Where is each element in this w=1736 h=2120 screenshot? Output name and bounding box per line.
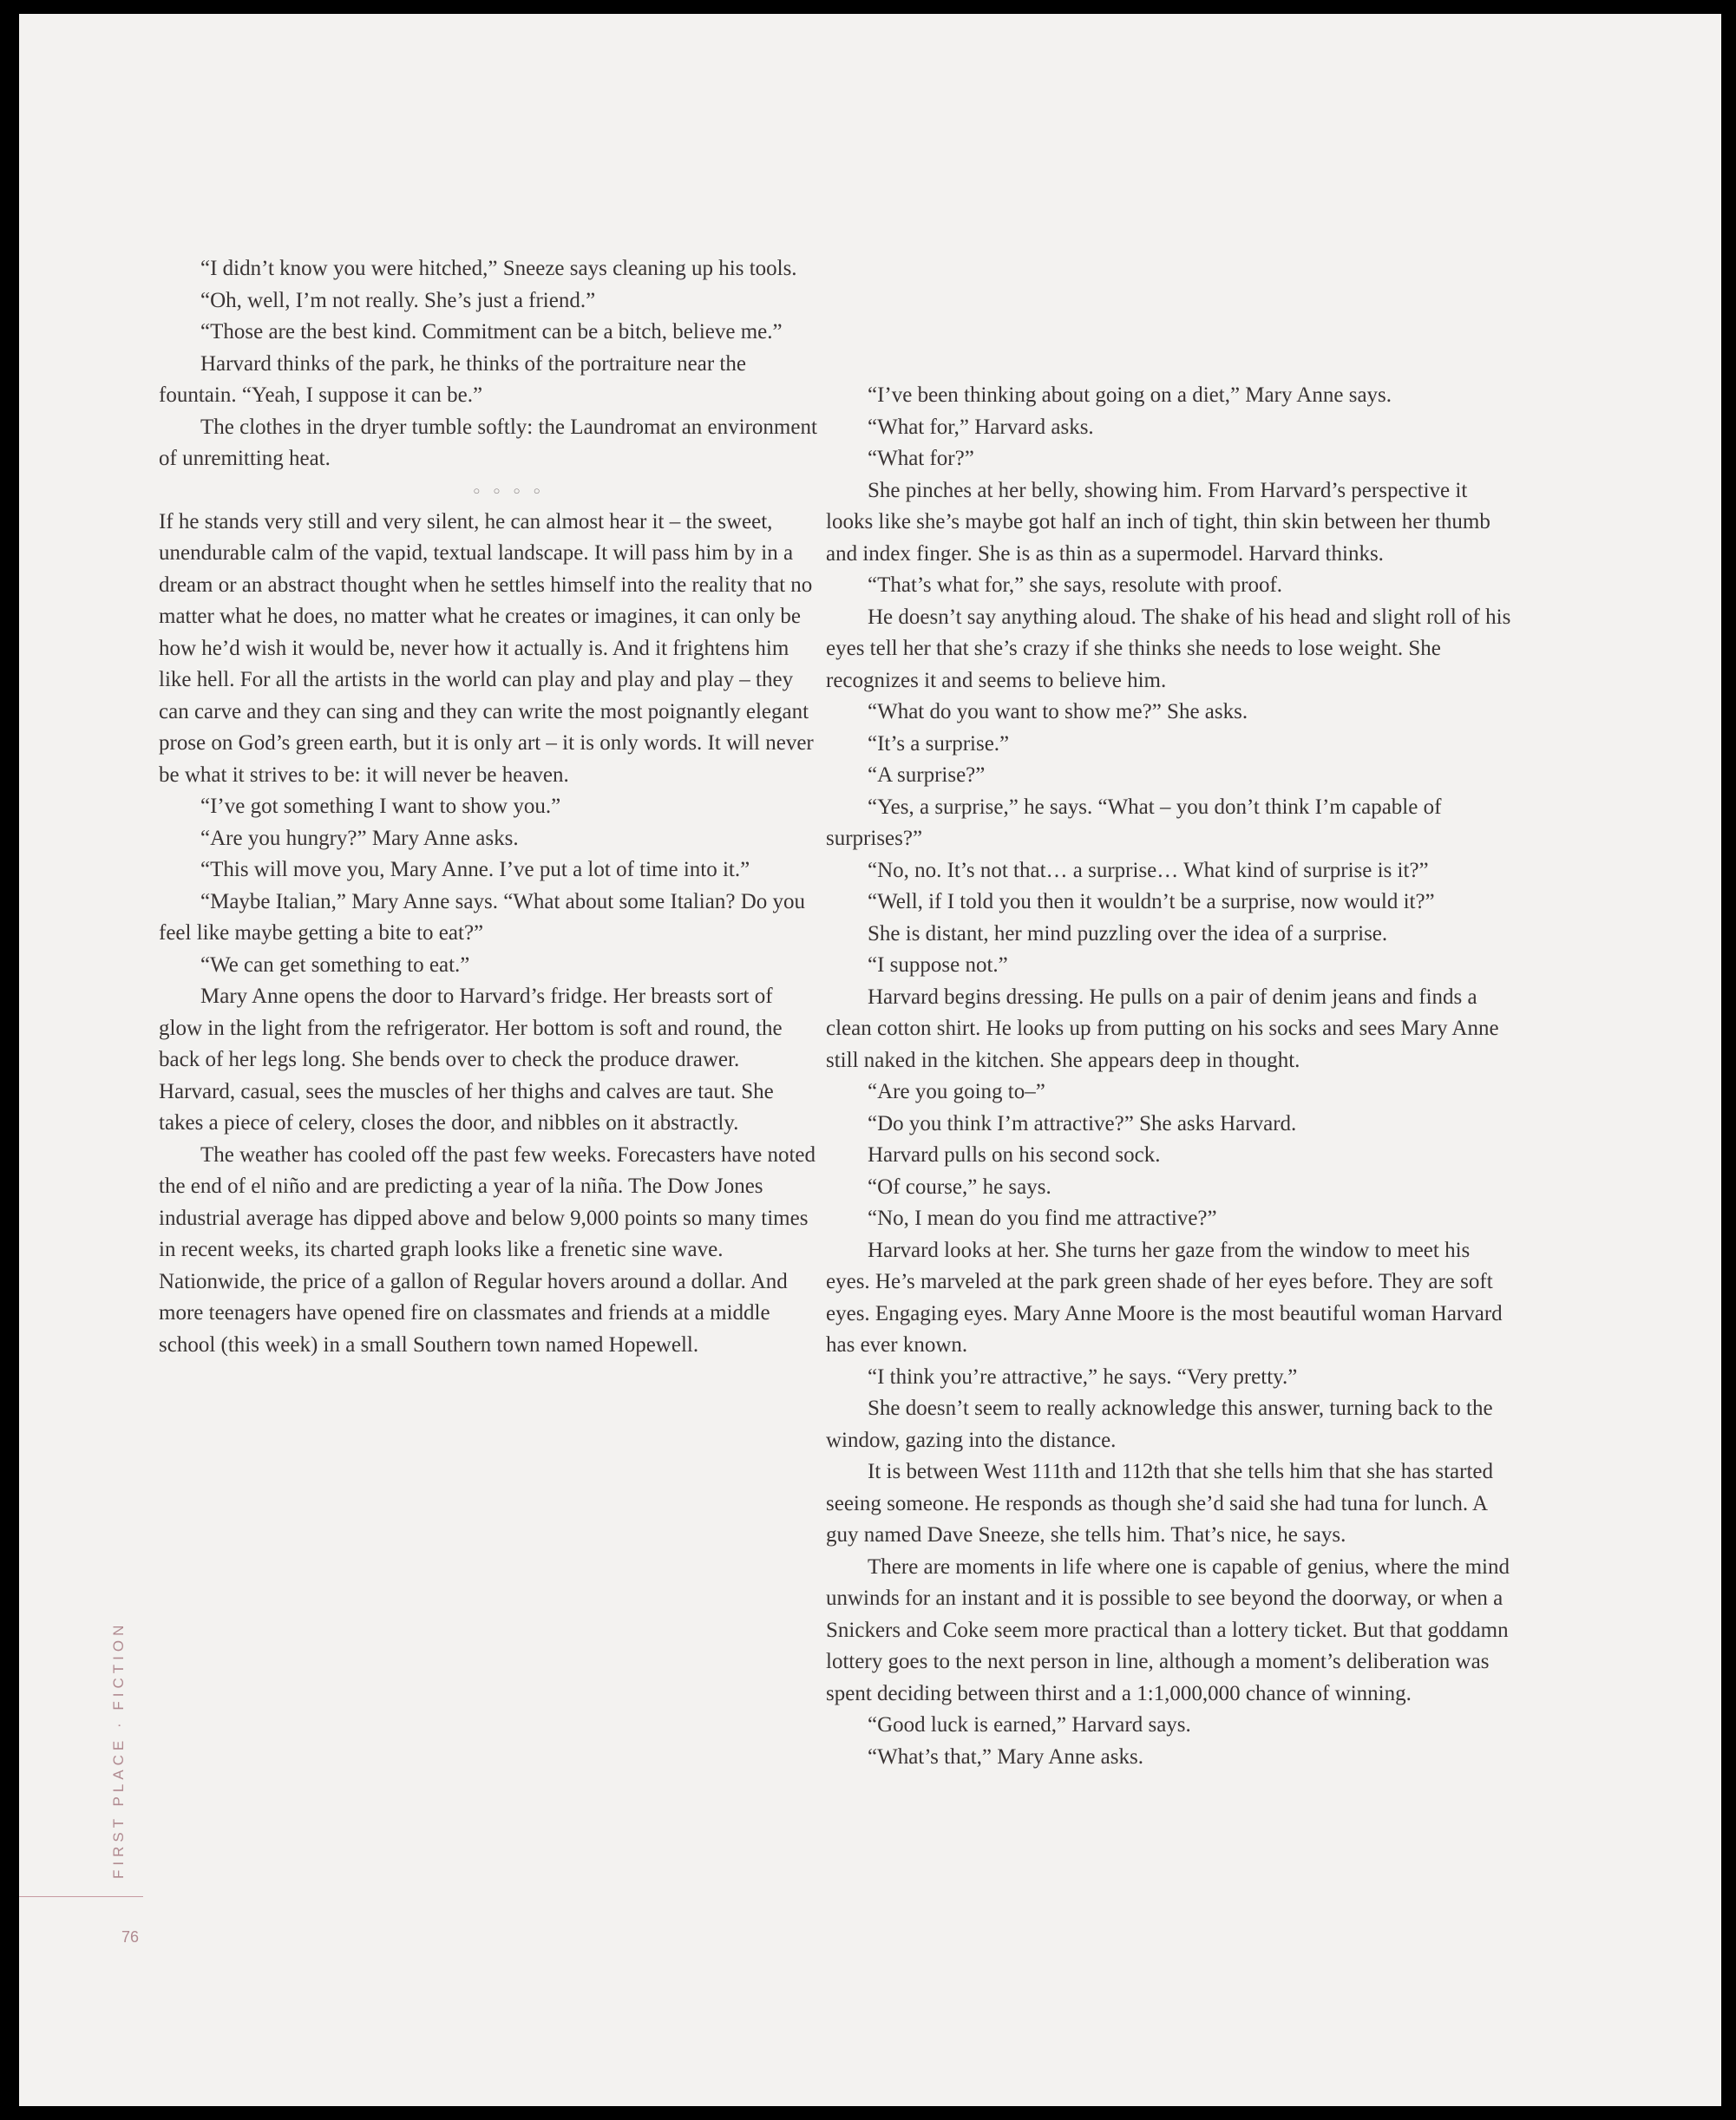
section-break: ○ ○ ○ ○	[473, 483, 546, 497]
paragraph: “What’s that,” Mary Anne asks.	[868, 1744, 1143, 1769]
paragraph: There are moments in life where one is capable of genius, where the mind unwinds for an instant and it is possible to see beyond the doorway, or when a Snickers and Coke seem more practical than a lottery ticket. But that goddamn lottery goes to the next person in line, although a moment’s deliberation was spent deciding between thirst and a 1:1,000,000 chance of winning.	[826, 1554, 1510, 1705]
paragraph: “What do you want to show me?” She asks.	[868, 700, 1248, 723]
paragraph: “I’ve been thinking about going on a diet,” Mary Anne says.	[868, 383, 1392, 407]
paragraph: “Oh, well, I’m not really. She’s just a friend.”	[200, 288, 596, 312]
paragraph: Harvard begins dressing. He pulls on a pair of denim jeans and finds a clean cotton shirt. He looks up from putting on his socks and sees Mary Anne still naked in the kitchen. She appears deep in thought.	[826, 985, 1499, 1072]
paragraph: She is distant, her mind puzzling over the idea of a surprise.	[868, 921, 1388, 945]
paragraph: “A surprise?”	[868, 763, 986, 787]
paragraph: “Of course,” he says.	[868, 1175, 1051, 1199]
paragraph: “That’s what for,” she says, resolute with proof.	[868, 573, 1283, 597]
paragraph: “What for,” Harvard asks.	[868, 415, 1094, 439]
paragraph: If he stands very still and very silent, he can almost hear it – the sweet, unendurable calm of the vapid, textual landscape. It will pass him by in a dream or an abstract thought when he settles himself into the reality that no matter what he does, no matter what he creates or imagines, it can only be how he’d wish it would be, never how it actually is. And it frightens him like hell. For all the artists in the world can play and play and play – they can carve and they can sing and they can write the most poignantly elegant prose on God’s green earth, but it is only art – it is only words. It will never be what it strives to be: it will never be heaven.	[159, 509, 814, 787]
paragraph: She pinches at her belly, showing him. From Harvard’s perspective it looks like she’s maybe got half an inch of tight, thin skin between her thumb and index finger. She is as thin as a supermodel. Harvard thinks.	[826, 478, 1490, 566]
left-column	[159, 253, 818, 1361]
paragraph: “I think you’re attractive,” he says. “Very pretty.”	[868, 1364, 1298, 1389]
page	[19, 14, 1721, 2106]
paragraph: He doesn’t say anything aloud. The shake of his head and slight roll of his eyes tell her that she’s crazy if she thinks she needs to lose weight. She recognizes it and seems to believe him.	[826, 605, 1511, 692]
right-column	[826, 380, 1511, 1773]
paragraph: “Are you hungry?” Mary Anne asks.	[200, 826, 519, 850]
paragraph: “Are you going to–”	[868, 1080, 1045, 1103]
paragraph: “I didn’t know you were hitched,” Sneeze says cleaning up his tools.	[200, 257, 797, 280]
paragraph: “Do you think I’m attractive?” She asks Harvard.	[868, 1111, 1297, 1135]
paragraph: She doesn’t seem to really acknowledge this answer, turning back to the window, gazing into the distance.	[826, 1397, 1493, 1452]
paragraph: “I suppose not.”	[868, 953, 1008, 977]
paragraph: “Good luck is earned,” Harvard says.	[868, 1713, 1191, 1737]
paragraph: “It’s a surprise.”	[868, 731, 1010, 756]
paragraph: Harvard thinks of the park, he thinks of the portraiture near the fountain. “Yeah, I suppose it can be.”	[159, 351, 746, 407]
paragraph: It is between West 111th and 112th that she tells him that she has started seeing someone. He responds as though she’d said she had tuna for lunch. A guy named Dave Sneeze, she tells him. That’s nice, he says.	[826, 1460, 1493, 1547]
paragraph: “Yes, a surprise,” he says. “What – you don’t think I’m capable of surprises?”	[826, 795, 1442, 850]
footer-rule	[19, 1896, 143, 1897]
paragraph: “This will move you, Mary Anne. I’ve put a lot of time into it.”	[200, 858, 750, 881]
paragraph: Harvard pulls on his second sock.	[868, 1143, 1161, 1167]
paragraph: Mary Anne opens the door to Harvard’s fridge. Her breasts sort of glow in the light from the refrigerator. Her bottom is soft and round, the back of her legs long. She bends over to check the produce drawer. Harvard, casual, sees the muscles of her thighs and calves are taut. She takes a piece of celery, closes the door, and nibbles on it abstractly.	[159, 985, 783, 1135]
section-label: FIRST PLACE · FICTION	[110, 1620, 127, 1879]
paragraph: “No, I mean do you find me attractive?”	[868, 1207, 1217, 1230]
paragraph: The weather has cooled off the past few weeks. Forecasters have noted the end of el niño and are predicting a year of la niña. The Dow Jones industrial average has dipped above and below 9,000 points so many times in recent weeks, its charted graph looks like a frenetic sine wave. Nationwide, the price of a gallon of Regular hovers around a dollar. And more teenagers have opened fire on classmates and friends at a middle school (this week) in a small Southern town named Hopewell.	[159, 1142, 816, 1357]
paragraph: “I’ve got something I want to show you.”	[200, 795, 561, 818]
paragraph: “Maybe Italian,” Mary Anne says. “What about some Italian? Do you feel like maybe getting a bite to eat?”	[159, 889, 805, 945]
paragraph: “Well, if I told you then it wouldn’t be a surprise, now would it?”	[868, 890, 1435, 913]
paragraph: “What for?”	[868, 447, 974, 470]
paragraph: “No, no. It’s not that… a surprise… What kind of surprise is it?”	[868, 858, 1429, 882]
paragraph: Harvard looks at her. She turns her gaze from the window to meet his eyes. He’s marveled at the park green shade of her eyes before. They are soft eyes. Engaging eyes. Mary Anne Moore is the most beautiful woman Harvard has ever known.	[826, 1238, 1503, 1357]
paragraph: “Those are the best kind. Commitment can be a bitch, believe me.”	[200, 320, 783, 344]
page-number: 76	[121, 1928, 140, 1946]
paragraph: “We can get something to eat.”	[200, 952, 470, 977]
paragraph: The clothes in the dryer tumble softly: the Laundromat an environment of unremitting heat.	[159, 415, 817, 470]
